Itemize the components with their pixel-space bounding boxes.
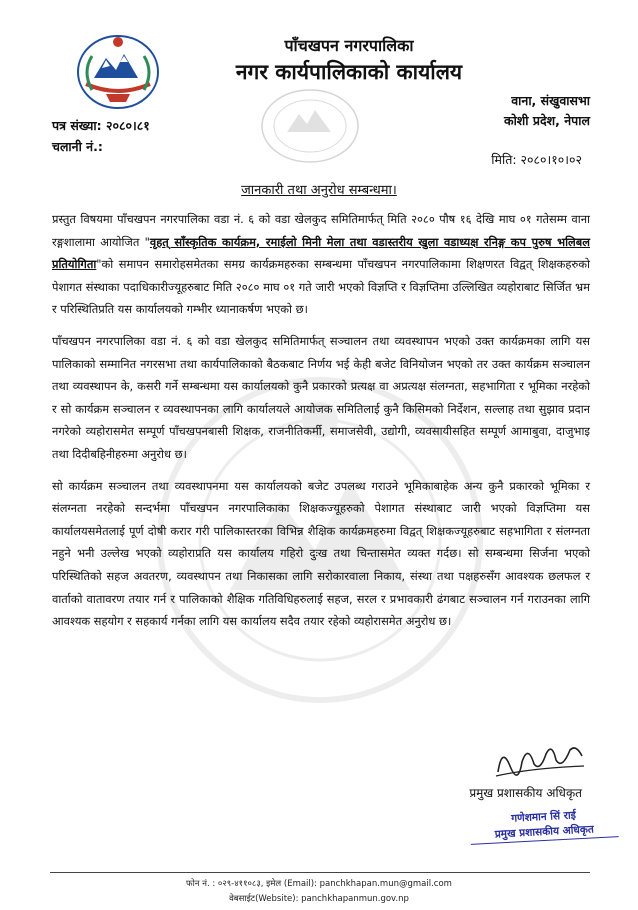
paragraph-1-end: "को समापन समारोहसमेतका समग्र कार्यक्रमहरुका सम्बन्धमा पाँचखपन नगरपालिकामा शिक्षणरत विद्वत् शिक्षकहरुको पेशागत संस्थाका पदाधिकारीज्यूहरुबाट मिति २०८० माघ ०१ गते जारी भएको विज्ञप्ति र विज्ञप्तिमा उल्लिखित व्यहोराबाट सिर्जित भ्रम र परिस्थितिप्रति यस कार्यालयको गम्भीर ध्यानाकर्षण भएको छ। (52, 257, 590, 317)
paragraph-2: पाँचखपन नगरपालिका वडा नं. ६ को वडा खेलकुद समितिमार्फत् सञ्चालन तथा व्यवस्थापन भएको उक्त कार्यक्रमका लागि यस पालिकाको सम्मानित नगरसभा तथा कार्यपालिकाको बैठकबाट निर्णय भई केही बजेट विनियोजन भएको तर उक्त कार्यक्रम सञ्चालन तथा व्यवस्थापन के, कसरी गर्ने सम्बन्धमा यस कार्यालयको कुनै प्रकारको प्रत्यक्ष वा अप्रत्यक्ष संलग्नता, सहभागिता र भूमिका नरहेको र सो कार्यक्रम सञ्चालन र व्यवस्थापनका लागि कार्यालयले आयोजक समितिलाई कुनै किसिमको निर्देशन, सल्लाह तथा सुझाव प्रदान नगरेको व्यहोरासमेत सम्पूर्ण पाँचखपनबासी शिक्षक, राजनीतिकर्मी, समाजसेवी, उद्योगी, व्यवसायीसहित सम्पूर्ण आमाबुवा, दाजुभाइ तथा दिदीबहिनीहरुमा अनुरोध छ। (52, 333, 590, 461)
official-stamp (469, 806, 618, 845)
paragraph-1-start: प्रस्तुत विषयमा पाँचखपन नगरपालिका वडा नं. ६ को वडा खेलकुद समितिमार्फत् मिति २०८० पौष १६ देखि माघ ०१ गतेसम्म वाना रङ्गशालामा आयोजित " (52, 212, 590, 249)
letter-date: मिति: २०८०।१०।०२ (491, 152, 582, 167)
footer-contact: फोन नं. : ०२९-४११०८३, इमेल (Email): panchkhapan.mun@gmail.com (186, 879, 452, 889)
address-line-2: कोशी प्रदेश, नेपाल (503, 113, 590, 128)
footer-divider (50, 872, 590, 873)
paragraph-1 (52, 208, 590, 321)
subject-text: जानकारी तथा अनुरोध सम्बन्धमा। (241, 183, 397, 198)
paragraph-3: सो कार्यक्रम सञ्चालन तथा व्यवस्थापनमा यस कार्यालयको बजेट उपलब्ध गराउने भूमिकाबाहेक अन्य कुनै प्रकारको भूमिका र संलग्नता नरहेको सन्दर्भमा पाँचखपन नगरपालिकाका शिक्षकज्यूहरुको पेशागत संस्थाबाट जारी भएको विज्ञप्तिमा यस कार्यालयसमेतलाई पूर्ण दोषी करार गरी पालिकास्तरका विभिन्न शैक्षिक कार्यक्रमहरुमा विद्वत् शिक्षकज्यूहरुबाट सहभागिता र संलग्नता नहुने भनी उल्लेख भएको व्यहोराप्रति यस कार्यालय गहिरो दुःख तथा चिन्तासमेत व्यक्त गर्दछ। सो सम्बन्धमा सिर्जना भएको परिस्थितिको सहज अवतरण, व्यवस्थापन तथा निकासका लागि सरोकारवाला निकाय, संस्था तथा पक्षहरुसँग आवश्यक छलफल र वार्ताको वातावरण तयार गर्न र पालिकाको शैक्षिक गतिविधिहरुलाई सहज, सरल र प्रभावकारी ढंगबाट सञ्चालन गर्न गराउनका लागि आवश्यक सहयोग र सहकार्य गर्नका लागि यस कार्यालय सदैव तयार रहेको व्यहोरासमेत अनुरोध छ। (52, 478, 590, 629)
stamp-title: प्रमुख प्रशासकीय अधिकृत (470, 821, 619, 845)
footer-website: वेबसाईट(Website): panchkhapanmun.gov.np (229, 894, 409, 904)
patra-sankhya: पत्र संख्या: २०८०।८१ (52, 118, 150, 133)
chalani-number: चलानी नं.: (52, 139, 103, 154)
subject-line (0, 180, 638, 198)
municipality-seal-watermark-icon (255, 86, 365, 166)
letter-body (52, 208, 590, 642)
address-line-1: वाना, संखुवासभा (511, 93, 590, 108)
event-title-highlight: वृहत् साँस्कृतिक कार्यक्रम, रमाईलो मिनी मेला तथा वडास्तरीय खुला वडाध्यक्ष रनिङ्ग कप पुरुष भलिबल प्रतियोगिता (52, 234, 591, 272)
municipality-name: पाँचखपन नगरपालिका (284, 36, 414, 55)
signatory-designation: प्रमुख प्रशासकीय अधिकृत (469, 786, 582, 800)
office-name: नगर कार्यपालिकाको कार्यालय (235, 60, 463, 84)
handwritten-signature-icon (492, 736, 592, 782)
stamp-name: गणेशमान सिं राई (510, 809, 577, 825)
